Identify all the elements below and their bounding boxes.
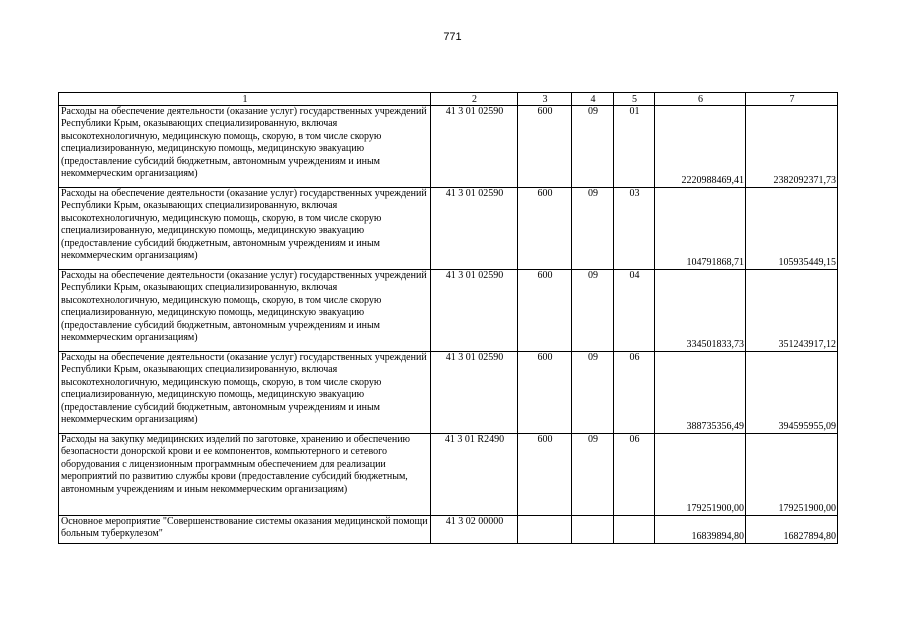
subsection-cell: 06 [614,352,655,434]
amount-col6-cell: 2220988469,41 [655,106,746,188]
section-cell: 09 [572,352,614,434]
header-cell: 5 [614,93,655,106]
expense-type-cell [518,516,572,544]
amount-col7-cell: 16827894,80 [746,516,838,544]
target-code-cell: 41 3 01 02590 [431,352,518,434]
table-row [59,434,838,516]
section-cell [572,516,614,544]
expense-type-cell: 600 [518,106,572,188]
expense-name-cell: Расходы на обеспечение деятельности (оказание услуг) государственных учреждений Республики Крым, оказывающих специализированную, включая высокотехнологичную, медицинскую помощь, скорую, в том числе скорую специализированную, медицинскую помощь, медицинскую эвакуацию (предоставление субсидий бюджетным, автономным учреждениям и иным некоммерческим организациям) [59,270,431,352]
amount-col6-cell: 388735356,49 [655,352,746,434]
expense-type-cell: 600 [518,352,572,434]
budget-table [58,92,838,544]
table-row [59,352,838,434]
subsection-cell: 06 [614,434,655,516]
expense-type-cell: 600 [518,270,572,352]
header-cell: 6 [655,93,746,106]
amount-col7-cell: 2382092371,73 [746,106,838,188]
table-row [59,188,838,270]
expense-name-cell: Расходы на обеспечение деятельности (оказание услуг) государственных учреждений Республики Крым, оказывающих специализированную, включая высокотехнологичную, медицинскую помощь, скорую, в том числе скорую специализированную, медицинскую помощь, медицинскую эвакуацию (предоставление субсидий бюджетным, автономным учреждениям и иным некоммерческим организациям) [59,106,431,188]
table-row [59,106,838,188]
amount-col6-cell: 334501833,73 [655,270,746,352]
target-code-cell: 41 3 01 R2490 [431,434,518,516]
amount-col7-cell: 351243917,12 [746,270,838,352]
target-code-cell: 41 3 01 02590 [431,270,518,352]
expense-name-cell: Основное мероприятие "Совершенствование системы оказания медицинской помощи больным туберкулезом" [59,516,431,544]
section-cell: 09 [572,270,614,352]
table-header-row [59,93,838,106]
table-row [59,516,838,544]
subsection-cell: 04 [614,270,655,352]
header-cell: 4 [572,93,614,106]
section-cell: 09 [572,106,614,188]
header-cell: 7 [746,93,838,106]
expense-type-cell: 600 [518,188,572,270]
amount-col7-cell: 105935449,15 [746,188,838,270]
table-row [59,270,838,352]
target-code-cell: 41 3 01 02590 [431,188,518,270]
expense-name-cell: Расходы на закупку медицинских изделий по заготовке, хранению и обеспечению безопасности донорской крови и ее компонентов, компьютерного и сетевого оборудования с лицензионным программным обеспечением для реализации мероприятий по развитию службы крови (предоставление субсидий бюджетным, автономным учреждениям и иным некоммерческим организациям) [59,434,431,516]
amount-col6-cell: 104791868,71 [655,188,746,270]
expense-name-cell: Расходы на обеспечение деятельности (оказание услуг) государственных учреждений Республики Крым, оказывающих специализированную, включая высокотехнологичную, медицинскую помощь, скорую, в том числе скорую специализированную, медицинскую помощь, медицинскую эвакуацию (предоставление субсидий бюджетным, автономным учреждениям и иным некоммерческим организациям) [59,352,431,434]
header-cell: 1 [59,93,431,106]
header-cell: 2 [431,93,518,106]
amount-col6-cell: 179251900,00 [655,434,746,516]
header-cell: 3 [518,93,572,106]
target-code-cell: 41 3 02 00000 [431,516,518,544]
section-cell: 09 [572,434,614,516]
expense-name-cell: Расходы на обеспечение деятельности (оказание услуг) государственных учреждений Республики Крым, оказывающих специализированную, включая высокотехнологичную, медицинскую помощь, скорую, в том числе скорую специализированную, медицинскую помощь, медицинскую эвакуацию (предоставление субсидий бюджетным, автономным учреждениям и иным некоммерческим организациям) [59,188,431,270]
expense-type-cell: 600 [518,434,572,516]
amount-col7-cell: 394595955,09 [746,352,838,434]
subsection-cell: 01 [614,106,655,188]
page-number: 771 [443,31,462,43]
amount-col6-cell: 16839894,80 [655,516,746,544]
subsection-cell [614,516,655,544]
target-code-cell: 41 3 01 02590 [431,106,518,188]
section-cell: 09 [572,188,614,270]
subsection-cell: 03 [614,188,655,270]
amount-col7-cell: 179251900,00 [746,434,838,516]
